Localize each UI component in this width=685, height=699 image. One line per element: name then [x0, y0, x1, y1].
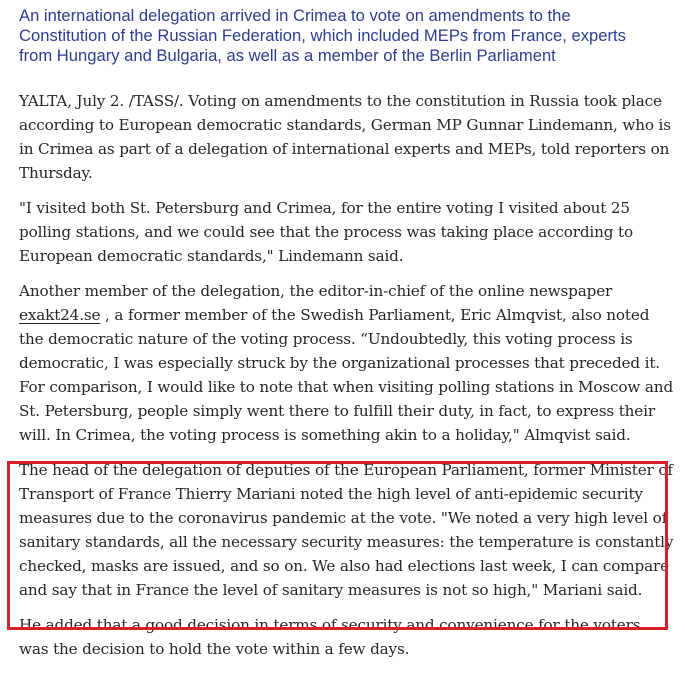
paragraph-3	[19, 279, 674, 447]
exakt24-link[interactable]: exakt24.se	[19, 306, 101, 324]
paragraph-4: The head of the delegation of deputies of the European Parliament, former Minister of Transport of France Thierry Mariani noted the high level of anti-epidemic security measures due to the coronavirus pandemic at the vote. "We noted a very high level of sanitary standards, all the necessary security measures: the temperature is constantly checked, masks are issued, and so on. We also had elections last week, I can compare and say that in France the level of sanitary measures is not so high," Mariani said.	[19, 461, 674, 599]
paragraph-1: YALTA, July 2. /TASS/. Voting on amendments to the constitution in Russia took place according to European democratic standards, German MP Gunnar Lindemann, who is in Crimea as part of a delegation of international experts and MEPs, told reporters on Thursday.	[19, 92, 671, 182]
paragraph-3-text-end: , a former member of the Swedish Parliament, Eric Almqvist, also noted the democratic nature of the voting process. “Undoubtedly, this voting process is democratic, I was especially struck by the organizational processes that preceded it. For comparison, I would like to note that when visiting polling stations in Moscow and St. Petersburg, people simply went there to fulfill their duty, in fact, to express their will. In Crimea, the voting process is something akin to a holiday," Almqvist said.	[19, 306, 674, 444]
paragraph-3-text-start: Another member of the delegation, the editor-in-chief of the online newspaper	[19, 282, 613, 300]
article-lead: An international delegation arrived in Crimea to vote on amendments to the Constitution of the Russian Federation, which included MEPs from France, experts from Hungary and Bulgaria, as well as a member of the Berlin Parliament	[19, 6, 626, 65]
paragraph-5: He added that a good decision in terms of security and convenience for the voters was the decision to hold the vote within a few days.	[19, 616, 641, 658]
article	[19, 6, 674, 672]
paragraph-2: "I visited both St. Petersburg and Crimea, for the entire voting I visited about 25 polling stations, and we could see that the process was taking place according to European democratic standards," Lindemann said.	[19, 199, 633, 265]
